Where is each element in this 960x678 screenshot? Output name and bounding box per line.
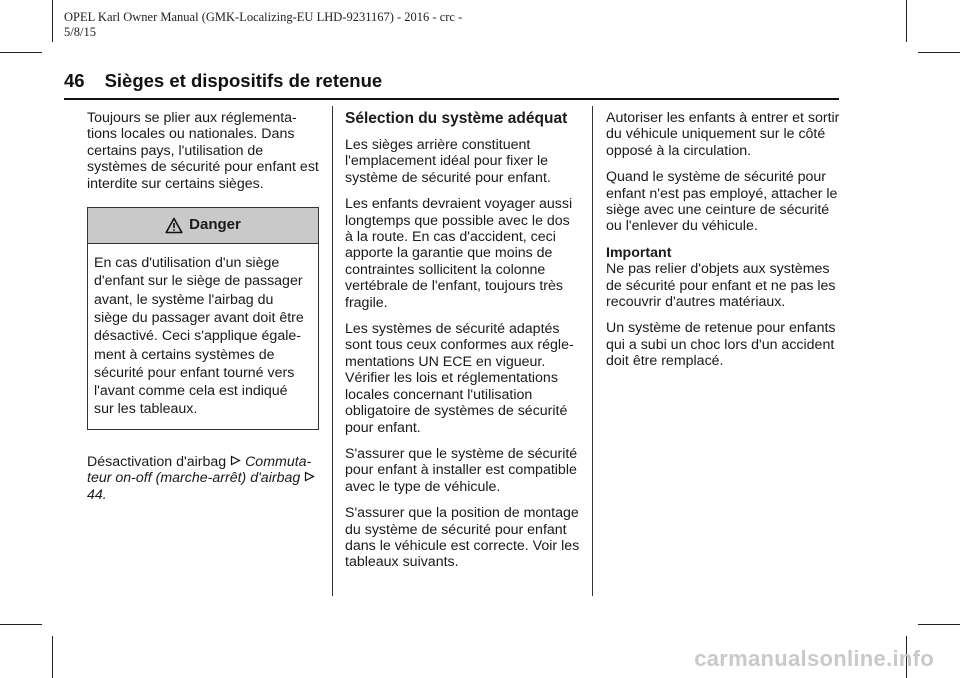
meta-line-1: OPEL Karl Owner Manual (GMK-Localizing-EU LHD-9231167) - 2016 - crc - [64, 10, 463, 24]
column-1 [87, 110, 319, 513]
title-rule [64, 98, 839, 100]
section-heading: Sélection du système adéquat [345, 110, 568, 127]
paragraph: Un système de retenue pour enfants qui a subi un choc lors d'un accident doit être remplacé. [606, 320, 836, 370]
xref-link[interactable]: Commuta-teur on-off (marche-arrêt) d'airbag [87, 453, 312, 487]
crop-mark [52, 636, 53, 678]
xref-prefix: Désactivation d'airbag [87, 453, 227, 470]
paragraph: Les sièges arrière constituent l'emplacement idéal pour fixer le système de sécurité pour enfant. [345, 137, 551, 186]
section-title: Sièges et dispositifs de retenue [104, 70, 383, 91]
paragraph: S'assurer que la position de montage du système de sécurité pour enfant dans le véhicule est correcte. Voir les tableaux suivants. [345, 505, 580, 571]
intro-paragraph: Toujours se plier aux réglementa-tions locales ou nationales. Dans certains pays, l'utilisation de systèmes de sécurité pour enfant est interdite sur certains sièges. [87, 110, 319, 192]
page-reference-icon [230, 455, 241, 466]
meta-line-2: 5/8/15 [64, 25, 96, 39]
crop-mark [52, 0, 53, 42]
column-divider [332, 106, 333, 596]
crop-mark [918, 52, 960, 53]
danger-header [88, 208, 318, 244]
danger-text: En cas d'utilisation d'un siège d'enfant sur le siège de passager avant, le système l'airbag du siège du passager avant doit être désactivé. Ceci s'applique égale-ment à certains systèmes de sécurité pour enfant tourné vers l'avant comme cela est indiqué sur les tableaux. [94, 255, 304, 418]
paragraph: S'assurer que le système de sécurité pour enfant à installer est compatible avec le type de véhicule. [345, 445, 578, 495]
crop-mark [0, 52, 42, 53]
crop-mark [0, 624, 42, 625]
xref-page[interactable]: 44. [87, 486, 107, 503]
column-2 [345, 110, 580, 581]
column-3 [606, 110, 844, 380]
site-watermark: carmanualsonline.info [694, 646, 934, 671]
page-reference-icon [304, 471, 315, 482]
paragraph: Les enfants devraient voyager aussi longtemps que possible avec le dos à la route. En cas d'accident, ceci apporte la garantie que moins de contraintes sollicitent la colonne vertébrale de l'enfant, toujours très fragile. [345, 196, 573, 311]
column-divider [592, 106, 593, 596]
danger-callout [87, 207, 319, 430]
crop-mark [918, 624, 960, 625]
page-title [64, 70, 382, 92]
important-text: Ne pas relier d'objets aux systèmes de sécurité pour enfant et ne pas les recouvrir d'autres matériaux. [606, 261, 836, 311]
danger-label: Danger [189, 216, 241, 234]
cross-reference [87, 454, 319, 503]
page-number: 46 [64, 70, 85, 91]
paragraph: Les systèmes de sécurité adaptés sont tous ceux conformes aux régle-mentations UN ECE en vigueur. Vérifier les lois et réglementations locales concernant l'utilisation obligatoire de systèmes de sécurité pour enfant. [345, 321, 574, 436]
warning-triangle-icon [165, 217, 183, 234]
crop-mark [906, 0, 907, 42]
paragraph: Quand le système de sécurité pour enfant n'est pas employé, attacher le siège avec une ceinture de sécurité ou l'enlever du véhicule. [606, 169, 838, 235]
important-label: Important [606, 244, 672, 261]
paragraph: Autoriser les enfants à entrer et sortir du véhicule uniquement sur le côté opposé à la circulation. [606, 110, 840, 159]
document-meta-header [64, 10, 462, 40]
